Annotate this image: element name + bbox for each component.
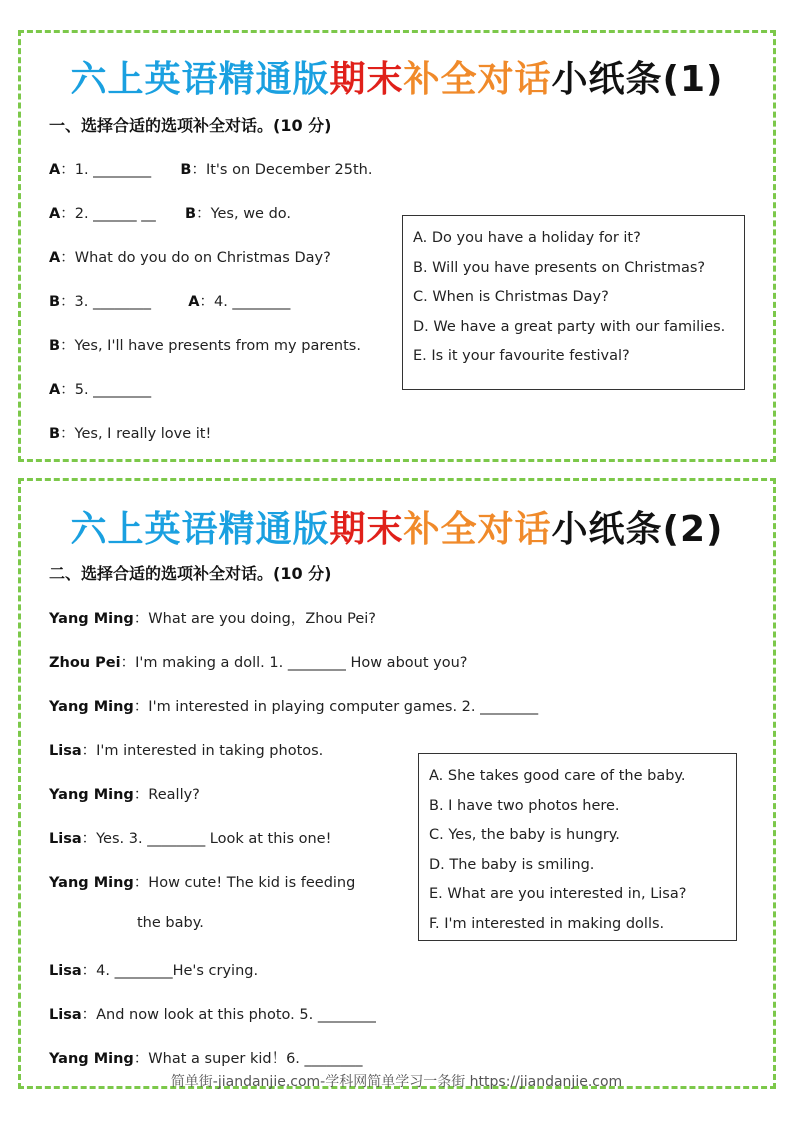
title-part-2: 期末 bbox=[329, 59, 404, 100]
dialogue-line: Lisa：Yes. 3. ________ Look at this one! bbox=[49, 831, 332, 847]
option-item: C. Yes, the baby is hungry. bbox=[429, 827, 620, 843]
card1-options-box bbox=[402, 215, 745, 390]
title-part-4: 小纸条(2) bbox=[551, 509, 724, 550]
dialogue-line: A：1. ________ B：It's on December 25th. bbox=[49, 162, 373, 178]
option-item: B. I have two photos here. bbox=[429, 797, 620, 814]
dialogue-line: Yang Ming：What are you doing，Zhou Pei? bbox=[49, 611, 376, 627]
dialogue-line: Lisa：I'm interested in taking photos. bbox=[49, 743, 324, 759]
title-part-4: 小纸条(1) bbox=[551, 59, 724, 100]
option-item: A. She takes good care of the baby. bbox=[429, 768, 686, 784]
dialogue-line: B：Yes, I really love it! bbox=[49, 426, 212, 442]
dialogue-line: B：Yes, I'll have presents from my parents. bbox=[49, 338, 361, 354]
dialogue-line: A：2. ______ __ B：Yes, we do. bbox=[49, 206, 292, 222]
worksheet-card-1 bbox=[18, 30, 776, 462]
option-item: B. Will you have presents on Christmas? bbox=[413, 259, 706, 276]
card1-title bbox=[21, 51, 773, 102]
dialogue-line-continuation: the baby. bbox=[137, 915, 204, 931]
title-part-3: 补全对话 bbox=[403, 59, 552, 100]
title-part-1: 六上英语精通版 bbox=[70, 509, 330, 550]
dialogue-line: Lisa：And now look at this photo. 5. ________ bbox=[49, 1007, 376, 1023]
card2-title bbox=[21, 501, 773, 552]
dialogue-line: Yang Ming：Really? bbox=[49, 787, 200, 803]
option-item: F. I'm interested in making dolls. bbox=[429, 915, 665, 932]
dialogue-line: Yang Ming：What a super kid！6. ________ bbox=[49, 1051, 363, 1067]
option-item: D. We have a great party with our families. bbox=[413, 318, 726, 335]
dialogue-line: Yang Ming：I'm interested in playing computer games. 2. ________ bbox=[49, 699, 539, 715]
option-item: C. When is Christmas Day? bbox=[413, 289, 609, 305]
title-part-1: 六上英语精通版 bbox=[70, 59, 330, 100]
option-item: D. The baby is smiling. bbox=[429, 856, 595, 873]
option-item: E. Is it your favourite festival? bbox=[413, 348, 630, 364]
title-part-3: 补全对话 bbox=[403, 509, 552, 550]
card1-section-heading: 一、选择合适的选项补全对话。(10 分) bbox=[49, 116, 332, 135]
option-item: A. Do you have a holiday for it? bbox=[413, 230, 641, 246]
dialogue-line: Yang Ming：How cute! The kid is feeding bbox=[49, 875, 356, 891]
option-item: E. What are you interested in, Lisa? bbox=[429, 886, 687, 902]
dialogue-line: B：3. ________ A：4. ________ bbox=[49, 294, 291, 310]
dialogue-line: A：What do you do on Christmas Day? bbox=[49, 250, 331, 266]
worksheet-card-2 bbox=[18, 478, 776, 1089]
title-part-2: 期末 bbox=[329, 509, 404, 550]
card2-section-heading: 二、选择合适的选项补全对话。(10 分) bbox=[49, 564, 332, 583]
dialogue-line: Lisa：4. ________He's crying. bbox=[49, 963, 259, 979]
dialogue-line: Zhou Pei：I'm making a doll. 1. ________ How about you? bbox=[49, 655, 468, 671]
dialogue-line: A：5. ________ bbox=[49, 382, 152, 398]
footer-watermark: 简单街-jiandanjie.com-学科网简单学习一条街 https://jiandanjie.com bbox=[170, 1074, 623, 1090]
card2-options-box bbox=[418, 753, 737, 941]
